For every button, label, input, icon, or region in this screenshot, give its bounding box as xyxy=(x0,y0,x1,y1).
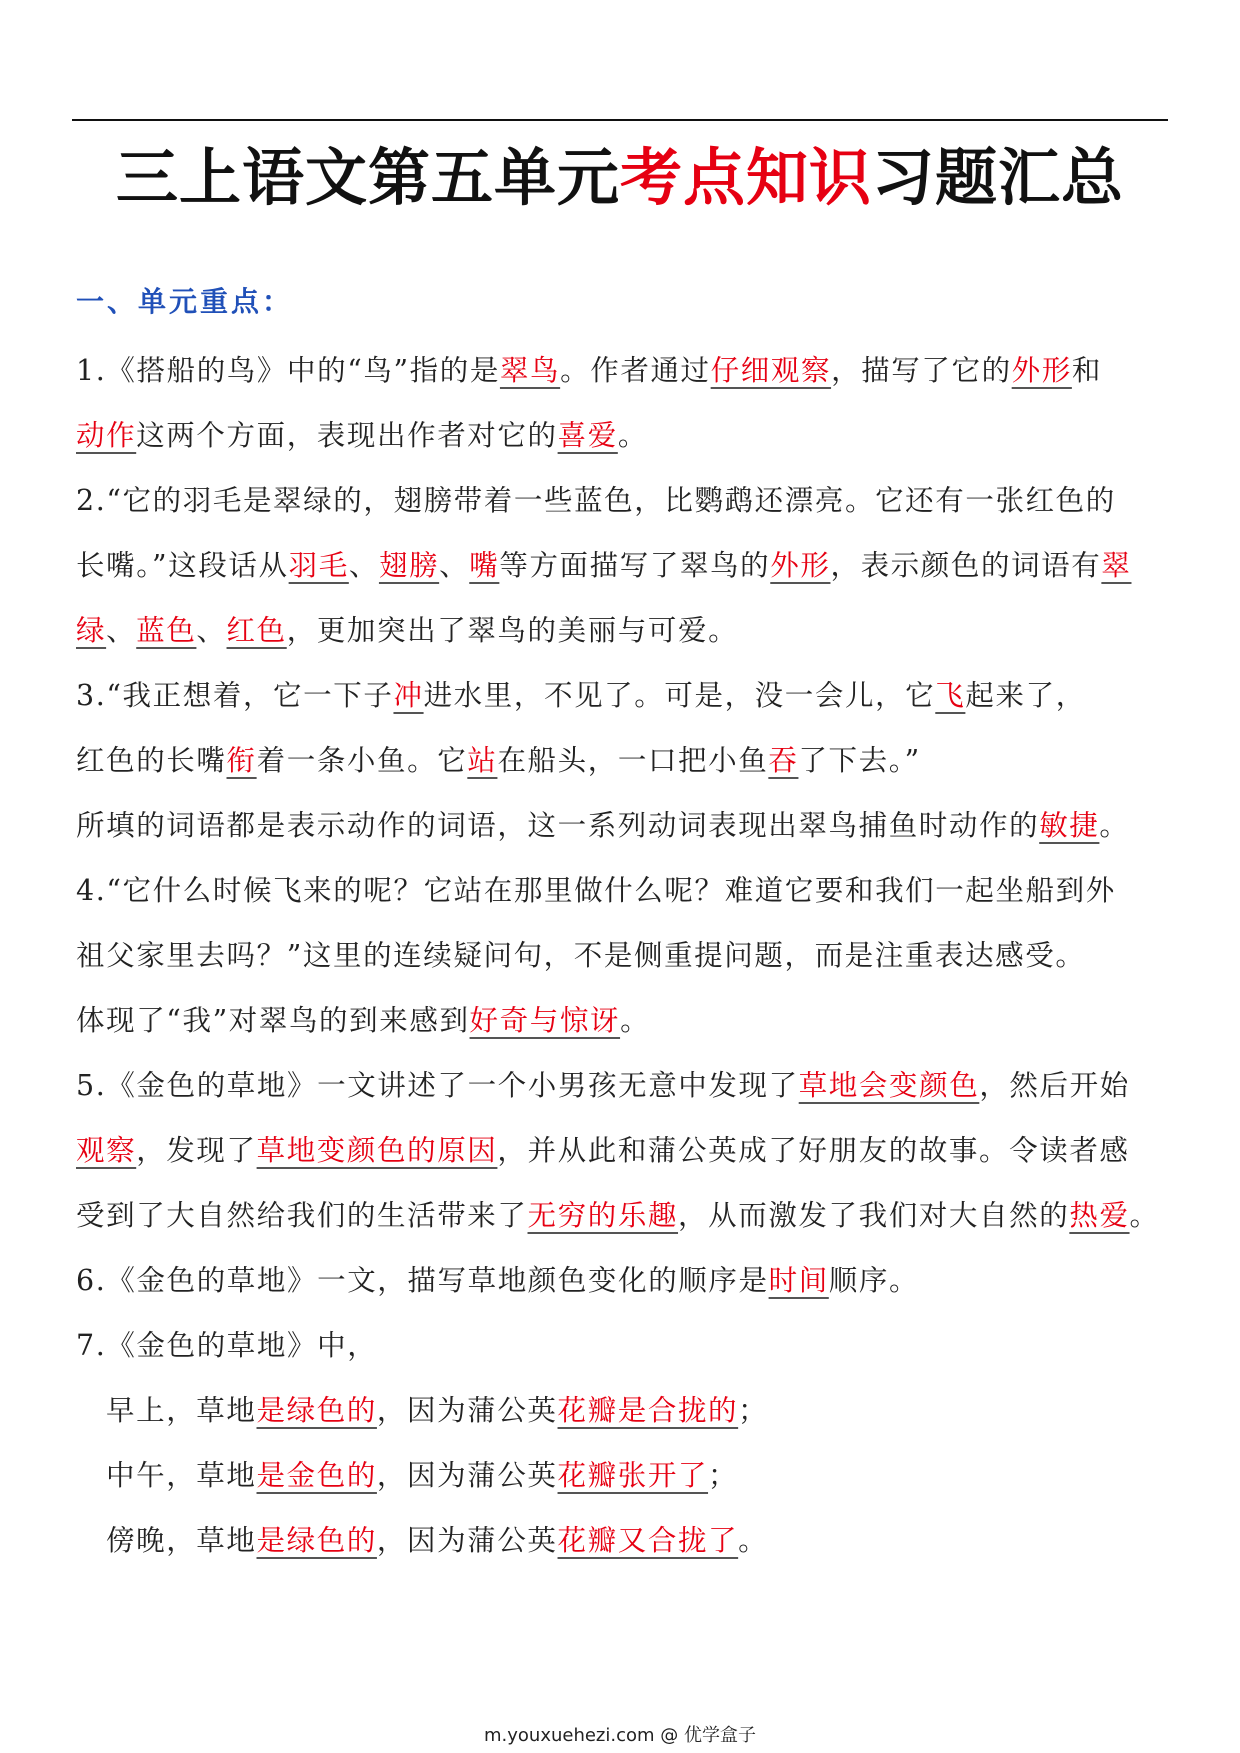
item-3-line-3 xyxy=(76,793,1186,858)
answer-blank: 动作 xyxy=(76,419,137,452)
text: 。 xyxy=(1129,1199,1160,1232)
item-2-line-3 xyxy=(76,598,1186,663)
text: 3.“我正想着，它一下子 xyxy=(76,679,394,712)
text: 1.《搭船的鸟》中的“鸟”指的是 xyxy=(76,354,500,387)
answer-blank: 是金色的 xyxy=(256,1459,377,1492)
text: 。 xyxy=(620,1004,651,1037)
answer-blank: 翠鸟 xyxy=(499,354,561,387)
text: ，因为蒲公英 xyxy=(376,1459,558,1492)
text: 了下去。” xyxy=(798,744,921,777)
text: 长嘴。”这段话从 xyxy=(76,549,289,582)
answer-blank: 嘴 xyxy=(469,549,500,582)
text: 起来了， xyxy=(965,679,1086,712)
text: 6.《金色的草地》一文，描写草地颜色变化的顺序是 xyxy=(76,1264,769,1297)
text: 和 xyxy=(1071,354,1102,387)
text: 祖父家里去吗？”这里的连续疑问句，不是侧重提问题，而是注重表达感受。 xyxy=(76,939,1086,972)
item-4-line-2 xyxy=(76,923,1186,988)
answer-blank: 衔 xyxy=(226,744,257,777)
answer-blank: 仔细观察 xyxy=(710,354,832,387)
text: 进水里，不见了。可是，没一会儿，它 xyxy=(423,679,936,712)
answer-blank: 花瓣是合拢的 xyxy=(557,1394,739,1427)
item-7-line-3 xyxy=(76,1443,1186,1508)
text: ，描写了它的 xyxy=(831,354,1012,387)
answer-blank: 热爱 xyxy=(1069,1199,1130,1232)
answer-blank: 外形 xyxy=(770,549,831,582)
text: 、 xyxy=(106,614,137,647)
answer-blank: 花瓣又合拢了 xyxy=(557,1524,739,1557)
text: 、 xyxy=(348,549,379,582)
text: 着一条小鱼。它 xyxy=(256,744,468,777)
item-2-line-2 xyxy=(76,533,1186,598)
answer-blank: 外形 xyxy=(1011,354,1072,387)
title-highlight: 考点知识 xyxy=(619,141,872,214)
text: ，表示颜色的词语有 xyxy=(830,549,1102,582)
text: 红色的长嘴 xyxy=(76,744,227,777)
text: 早上，草地 xyxy=(106,1394,257,1427)
text: 、 xyxy=(196,614,227,647)
text: ，从而激发了我们对大自然的 xyxy=(678,1199,1070,1232)
answer-blank: 冲 xyxy=(393,679,424,712)
text: ，更加突出了翠鸟的美丽与可爱。 xyxy=(286,614,739,647)
footer-watermark: m.youxuehezi.com @ 优学盒子 xyxy=(483,1725,756,1746)
answer-blank: 观察 xyxy=(76,1134,137,1167)
item-3-line-2 xyxy=(76,728,1186,793)
item-7-line-2 xyxy=(76,1378,1186,1443)
answer-blank: 翠 xyxy=(1101,549,1132,582)
answer-blank: 好奇与惊讶 xyxy=(469,1004,621,1037)
answer-blank: 羽毛 xyxy=(288,549,349,582)
answer-blank: 无穷的乐趣 xyxy=(527,1199,679,1232)
answer-blank: 飞 xyxy=(935,679,966,712)
text: 。 xyxy=(617,419,648,452)
item-1-line-1 xyxy=(76,338,1186,403)
item-5-line-3 xyxy=(76,1183,1186,1248)
answer-blank: 时间 xyxy=(768,1264,829,1297)
page-title xyxy=(0,138,1240,218)
item-5-line-2 xyxy=(76,1118,1186,1183)
text: ，因为蒲公英 xyxy=(376,1394,558,1427)
text: 2.“它的羽毛是翠绿的，翅膀带着一些蓝色，比鹦鹉还漂亮。它还有一张红色的 xyxy=(76,484,1116,517)
text: ，发现了 xyxy=(136,1134,257,1167)
answer-blank: 绿 xyxy=(76,614,107,647)
text: ，并从此和蒲公英成了好朋友的故事。令读者感 xyxy=(497,1134,1130,1167)
text: 受到了大自然给我们的生活带来了 xyxy=(76,1199,528,1232)
answer-blank: 草地会变颜色 xyxy=(798,1069,980,1102)
text: ，因为蒲公英 xyxy=(376,1524,558,1557)
text: ； xyxy=(738,1394,769,1427)
text: 所填的词语都是表示动作的词语，这一系列动词表现出翠鸟捕鱼时动作的 xyxy=(76,809,1040,842)
answer-blank: 是绿色的 xyxy=(256,1394,377,1427)
answer-blank: 草地变颜色的原因 xyxy=(256,1134,498,1167)
text: 等方面描写了翠鸟的 xyxy=(499,549,771,582)
item-1-line-2 xyxy=(76,403,1186,468)
title-part-1: 三上语文第五单元 xyxy=(115,141,620,214)
answer-blank: 敏捷 xyxy=(1039,809,1100,842)
text: 傍晚，草地 xyxy=(106,1524,257,1557)
text: 体现了“我”对翠鸟的到来感到 xyxy=(76,1004,470,1037)
answer-blank: 花瓣张开了 xyxy=(557,1459,709,1492)
text: ，然后开始 xyxy=(979,1069,1130,1102)
item-4-line-3 xyxy=(76,988,1186,1053)
item-7-line-4 xyxy=(76,1508,1186,1573)
text: 、 xyxy=(439,549,470,582)
title-part-3: 习题汇总 xyxy=(872,141,1125,214)
text: 。 xyxy=(1099,809,1130,842)
text: 。 xyxy=(738,1524,769,1557)
section-heading: 一、单元重点： xyxy=(76,285,294,318)
text: 5.《金色的草地》一文讲述了一个小男孩无意中发现了 xyxy=(76,1069,799,1102)
answer-blank: 翅膀 xyxy=(378,549,440,582)
text: ； xyxy=(708,1459,739,1492)
exercise-list xyxy=(76,338,1186,1573)
top-divider xyxy=(72,119,1168,121)
item-4-line-1 xyxy=(76,858,1186,923)
text: 在船头，一口把小鱼 xyxy=(497,744,769,777)
answer-blank: 喜爱 xyxy=(557,419,618,452)
text: 。作者通过 xyxy=(560,354,711,387)
text: 中午，草地 xyxy=(106,1459,257,1492)
answer-blank: 是绿色的 xyxy=(256,1524,377,1557)
text: 4.“它什么时候飞来的呢？它站在那里做什么呢？难道它要和我们一起坐船到外 xyxy=(76,874,1116,907)
item-7-line-1 xyxy=(76,1313,1186,1378)
answer-blank: 蓝色 xyxy=(136,614,197,647)
text: 这两个方面，表现出作者对它的 xyxy=(136,419,558,452)
text: 7.《金色的草地》中， xyxy=(76,1329,378,1362)
item-5-line-1 xyxy=(76,1053,1186,1118)
item-2-line-1 xyxy=(76,468,1186,533)
text: 顺序。 xyxy=(828,1264,920,1297)
answer-blank: 站 xyxy=(467,744,498,777)
item-6-line-1 xyxy=(76,1248,1186,1313)
answer-blank: 吞 xyxy=(768,744,799,777)
answer-blank: 红色 xyxy=(226,614,287,647)
item-3-line-1 xyxy=(76,663,1186,728)
